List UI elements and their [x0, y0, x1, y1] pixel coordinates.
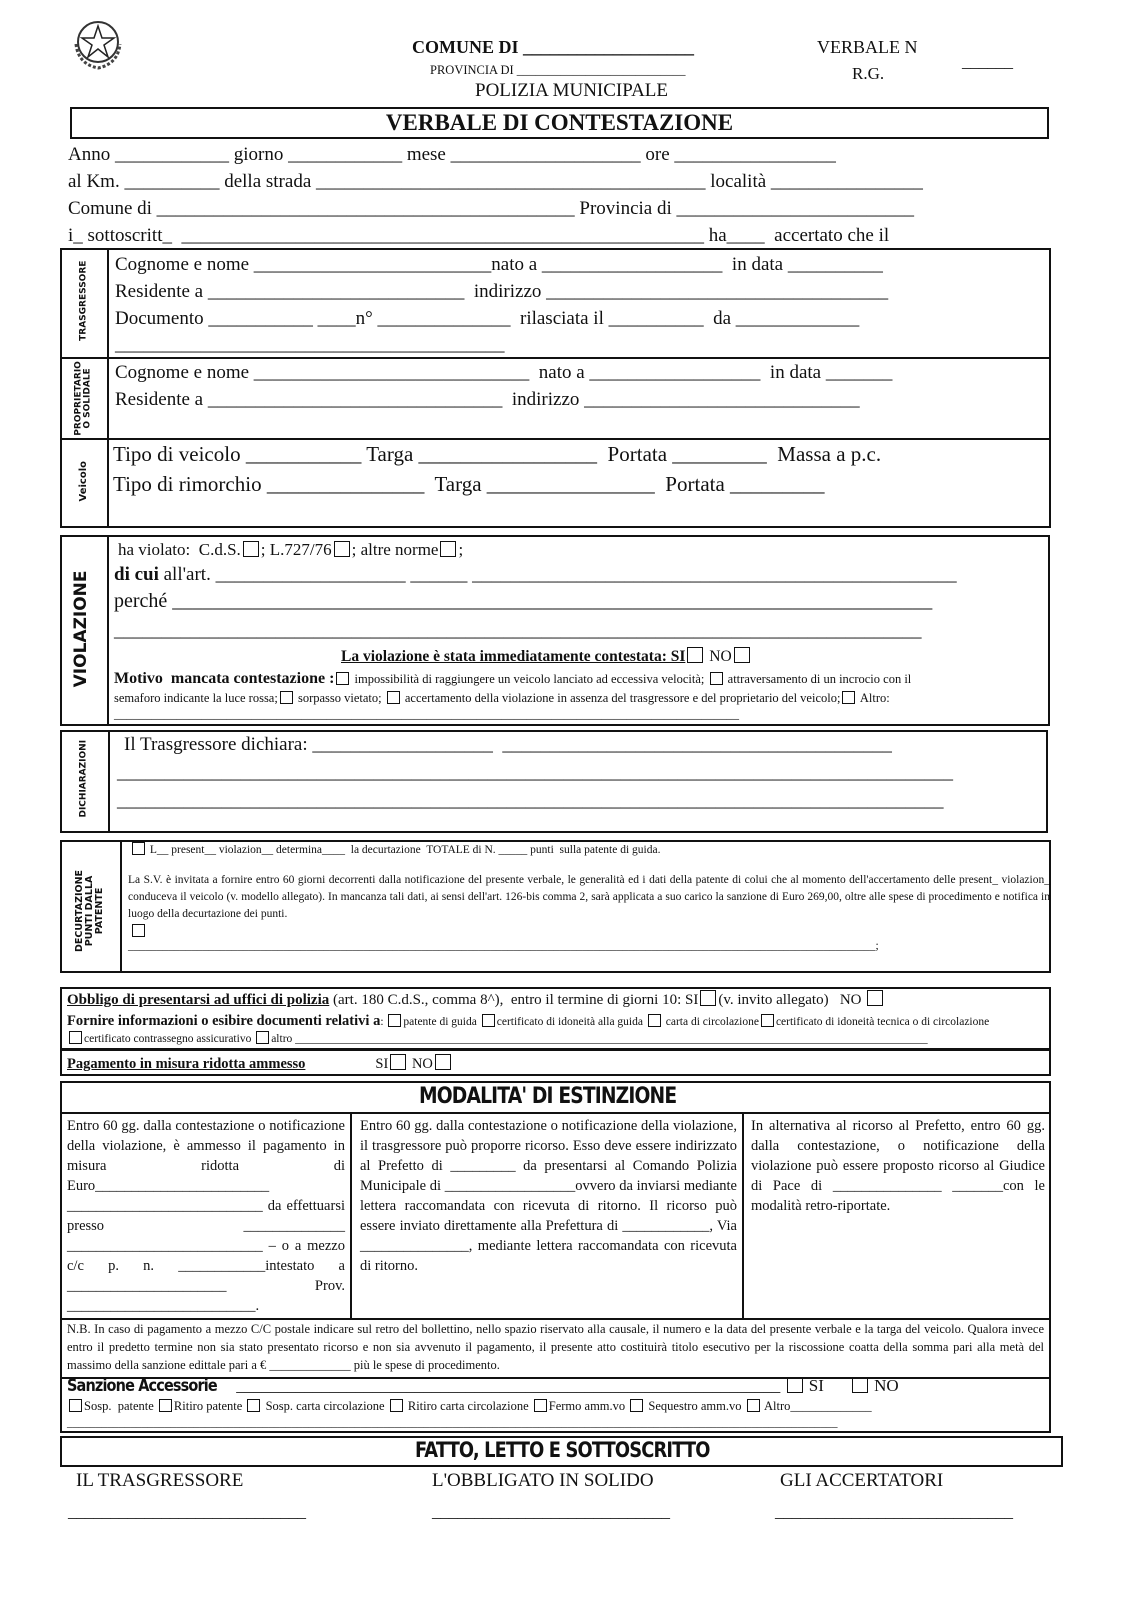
cds-checkbox[interactable] — [243, 541, 259, 557]
intro-line-officers: i_ sottoscritt_ _______________________________________________________ ha____ accertato che il — [68, 225, 890, 246]
altro-label: Altro_____________ — [764, 1399, 872, 1413]
decurtazione-checkbox[interactable] — [132, 842, 145, 855]
motivo-velocita-label: impossibilità di raggiungere un veicolo lanciato ad eccessiva velocità; — [354, 672, 705, 686]
sanzione-title: Sanzione Accessorie — [67, 1376, 217, 1396]
motivo-altro-checkbox[interactable] — [842, 691, 855, 704]
decurtazione-blank-line: __________________________________________________________________________________________________________________________________; — [128, 940, 879, 952]
fornire-label: Fornire informazioni o esibire documenti relativi a — [67, 1013, 381, 1029]
signature-accertatori-label: GLI ACCERTATORI — [780, 1470, 944, 1491]
dichiarazioni-label: DICHIARAZIONI — [78, 739, 89, 818]
obbligo-no-checkbox[interactable] — [867, 990, 883, 1006]
motivo-line-2 — [114, 691, 890, 706]
comune-field: COMUNE DI ___________________ — [412, 37, 694, 57]
veicolo-label: Veicolo — [77, 461, 89, 502]
contestata-no-checkbox[interactable] — [734, 647, 750, 663]
motivo-line-1 — [114, 670, 911, 688]
signature-trasgressore-label: IL TRASGRESSORE — [76, 1470, 244, 1491]
doc-assicurativo-checkbox[interactable] — [69, 1031, 82, 1044]
motivo-assenza-checkbox[interactable] — [387, 691, 400, 704]
decurtazione-alt-checkbox[interactable] — [130, 922, 147, 940]
sequestro-checkbox[interactable] — [630, 1399, 643, 1412]
pagamento-no-checkbox[interactable] — [435, 1054, 451, 1070]
sanzione-si-checkbox[interactable] — [787, 1377, 803, 1393]
motivo-altro-line: ____________________________________________________________________________________________________ — [114, 707, 739, 721]
motivo-label: Motivo mancata contestazione : — [114, 670, 335, 687]
motivo-sorpasso-label: sorpasso vietato; — [297, 691, 382, 705]
decurtazione-paragraph: La S.V. è invitata a fornire entro 60 giorni decorrenti dalla notificazione del presente verbale, le generalità ed i dati della patente di colui che al momento dell'accertamento delle present_ violazion_ conduceva il veicolo (v. modello allegato). In mancanza tali dati, ai sensi dell'art. 126-bis comma 2, sarà applicata a suo carico la sanzione di Euro 269,00, oltre alle spese di procedimento e notifica in luogo della decurtazione dei punti. — [128, 874, 1050, 920]
ritiro-carta-label: Ritiro carta circolazione — [407, 1399, 529, 1413]
contestata-line — [341, 647, 752, 666]
trasgressore-residence-line: Residente a ___________________________ indirizzo ____________________________________ — [115, 281, 889, 302]
intro-line-comune: Comune di ____________________________________________ Provincia di _________________________ — [68, 198, 915, 219]
doc-idoneita-checkbox[interactable] — [482, 1014, 495, 1027]
ricorso-giudice-column: In alternativa al ricorso al Prefetto, entro 60 gg. dalla contestazione, o notificazione della violazione può essere proposto ricorso al Giudice di Pace di _______________ _______con le modalità retro-riportate. — [751, 1118, 1045, 1214]
trasgressore-extra-line: _________________________________________ — [115, 334, 505, 355]
fermo-checkbox[interactable] — [534, 1399, 547, 1412]
ritiro-carta-checkbox[interactable] — [390, 1399, 403, 1412]
provincia-field: PROVINCIA DI ___________________________ — [430, 63, 686, 77]
motivo-velocita-checkbox[interactable] — [336, 672, 349, 685]
proprietario-name-line: Cognome e nome _____________________________ nato a __________________ in data _______ — [115, 362, 893, 383]
dichiarazione-line-1: Il Trasgressore dichiara: ___________________ _________________________________________ — [124, 734, 892, 755]
trasgressore-label: TRASGRESSORE — [78, 260, 89, 341]
pagamento-label: Pagamento in misura ridotta ammesso — [67, 1056, 306, 1072]
perche-line: perché ____________________________________________________________________________ — [114, 590, 933, 612]
motivo-incrocio-checkbox[interactable] — [710, 672, 723, 685]
proprietario-residence-line: Residente a _______________________________ indirizzo _____________________________ — [115, 389, 860, 410]
decurtazione-label: DECURTAZIONE PUNTI DALLA PATENTE — [74, 869, 105, 952]
sosp-carta-checkbox[interactable] — [247, 1399, 260, 1412]
signature-accertatori-line[interactable]: ____________________________ — [775, 1502, 1013, 1521]
ha-violato-line — [118, 540, 463, 560]
sanzione-options — [67, 1399, 872, 1414]
separator: ; — [458, 540, 464, 559]
sanzione-field: ________________________________________________________________ — [232, 1376, 781, 1395]
sanzione-blank-line: ______________________________________________________________________________________________________________________________________ — [67, 1417, 838, 1429]
doc-altro-checkbox[interactable] — [256, 1031, 269, 1044]
doc-tecnica-checkbox[interactable] — [761, 1014, 774, 1027]
pagamento-si-checkbox[interactable] — [390, 1054, 406, 1070]
violazione-blank-line: _____________________________________________________________________________________ — [114, 620, 922, 641]
fornire-line: Fornire informazioni o esibire documenti relativi a: patente di guida certificato di idoneità alla guida carta di circolazione certificato di idoneità tecnica o di circolazione — [67, 1013, 990, 1029]
contestata-no-label: NO — [709, 648, 732, 665]
signature-trasgressore-line[interactable]: ____________________________ — [68, 1502, 306, 1521]
motivo-assenza-label: accertamento della violazione in assenza del trasgressore e del proprietario del veicolo; — [404, 691, 841, 705]
ricorso-prefetto-column: Entro 60 gg. dalla contestazione o notificazione della violazione, il trasgressore può proporre ricorso. Esso deve essere indirizzato al Prefetto di _________ da presentarsi al Comando Polizia Municipale di __________________ovvero da inviarsi mediante lettera raccomandata con ricevuta di ritorno. Il ricorso può essere inviato direttamente alla Prefettura di ____________, Via _______________, mediante lettera raccomandata con ricevuta di ritorno. — [360, 1118, 737, 1274]
articolo-field: all'art. ____________________ ______ ___________________________________________________ — [158, 564, 957, 585]
pagamento-ridotto-column: Entro 60 gg. dalla contestazione o notificazione della violazione, è ammesso il pagamento in misura ridotta di Euro________________________ ___________________________ da effettuarsi presso ______________ ___________________________ – o a mezzo c/c p. n. ____________intestato a ______________________ Prov. __________________________. — [67, 1118, 345, 1314]
signature-obbligato-label: L'OBBLIGATO IN SOLIDO — [432, 1470, 654, 1491]
obbligo-text: (art. 180 C.d.S., comma 8^), entro il termine di giorni 10: SI — [329, 992, 699, 1008]
fatto-letto-title: FATTO, LETTO E SOTTOSCRITTO — [415, 1438, 710, 1462]
sequestro-label: Sequestro amm.vo — [648, 1399, 742, 1413]
motivo-altro-label: Altro: — [859, 691, 890, 705]
doc-carta-label: carta di circolazione — [665, 1016, 759, 1028]
fornire-line-2 — [67, 1031, 1027, 1045]
verbale-number-blank: ______ — [962, 52, 1013, 71]
rimorchio-type-line: Tipo di rimorchio _______________ Targa ________________ Portata _________ — [113, 472, 825, 496]
trasgressore-name-line: Cognome e nome _________________________nato a ___________________ in data __________ — [115, 254, 883, 275]
motivo-sorpasso-checkbox[interactable] — [280, 691, 293, 704]
signature-obbligato-line[interactable]: ____________________________ — [432, 1502, 670, 1521]
doc-patente-label: patente di guida — [403, 1016, 477, 1028]
altre-norme-checkbox[interactable] — [440, 541, 456, 557]
sanzione-si-label: SI — [808, 1376, 824, 1395]
pagamento-no-label: NO — [411, 1056, 433, 1072]
sanzione-line — [67, 1376, 899, 1396]
pagamento-si-label: SI — [375, 1056, 389, 1072]
decurtazione-text: L__ present__ violazion__ determina____ la decurtazione TOTALE di N. _____ punti sulla patente di guida. — [149, 844, 661, 856]
sanzione-no-checkbox[interactable] — [852, 1377, 868, 1393]
sosp-patente-label: Sosp. patente — [84, 1399, 154, 1413]
dichiarazione-line-3: _______________________________________________________________________________________ — [117, 790, 944, 811]
intro-line-date: Anno ____________ giorno ____________ mese ____________________ ore _________________ — [68, 144, 836, 165]
fermo-label: Fermo amm.vo — [548, 1399, 626, 1413]
obbligo-line — [67, 990, 885, 1009]
ritiro-patente-checkbox[interactable] — [159, 1399, 172, 1412]
dichiarazione-line-2: ________________________________________________________________________________________ — [117, 762, 953, 783]
doc-tecnica-label: certificato di idoneità tecnica o di circolazione — [775, 1016, 990, 1028]
doc-altro-label: altro ______________________________________________________________________________________________________________ — [271, 1033, 928, 1045]
modalita-title: MODALITA' DI ESTINZIONE — [419, 1084, 677, 1109]
motivo-incrocio-label: attraversamento di un incrocio con il — [727, 672, 912, 686]
emblem-logo — [70, 14, 126, 74]
violazione-label: VIOLAZIONE — [71, 570, 92, 688]
nota-bene: N.B. In caso di pagamento a mezzo C/C postale indicare sul retro del bollettino, nello spazio riservato alla causale, il numero e la data del presente verbale e la targa del veicolo. Qualora invece entro il predetto termine non sia stato presentato ricorso e non sia avvenuto il pagamento, il presente atto costituirà titolo esecutivo per la riscossione coatta della somma pari alla metà del massimo della sanzione edittale pari a € _____________ più le spese di procedimento. — [67, 1322, 1044, 1372]
doc-idoneita-label: certificato di idoneità alla guida — [496, 1016, 643, 1028]
doc-carta-checkbox[interactable] — [648, 1014, 661, 1027]
contestata-label: La violazione è stata immediatamente contestata: SI — [341, 648, 686, 665]
sosp-carta-label: Sosp. carta circolazione — [265, 1399, 385, 1413]
verbale-number-label: VERBALE N — [817, 37, 918, 57]
proprietario-label: PROPRIETARIO O SOLIDALE — [73, 361, 93, 436]
trasgressore-document-line: Documento ___________ ____n° ______________ rilasciata il __________ da _____________ — [115, 308, 860, 329]
veicolo-type-line: Tipo di veicolo ___________ Targa _________________ Portata _________ Massa a p.c. — [113, 442, 882, 466]
intro-line-location: al Km. __________ della strada _________________________________________ località ________________ — [68, 171, 923, 192]
contestata-si-checkbox[interactable] — [687, 647, 703, 663]
obbligo-no-label: (v. invito allegato) NO — [718, 992, 862, 1008]
obbligo-title: Obbligo di presentarsi ad uffici di polizia — [67, 992, 330, 1008]
pagamento-line — [67, 1054, 453, 1073]
obbligo-si-checkbox[interactable] — [700, 990, 716, 1006]
sosp-patente-checkbox[interactable] — [69, 1399, 82, 1412]
di-cui-label: di cui — [114, 564, 159, 585]
rg-label: R.G. — [852, 64, 885, 83]
ha-violato-label: ha violato: C.d.S. — [118, 540, 241, 559]
motivo-incrocio-label-cont: semaforo indicante la luce rossa; — [114, 691, 278, 705]
articolo-line — [114, 564, 957, 586]
altro-checkbox[interactable] — [747, 1399, 760, 1412]
sanzione-no-label: NO — [874, 1376, 899, 1395]
doc-patente-checkbox[interactable] — [388, 1014, 401, 1027]
legge-label: ; L.727/76 — [260, 540, 332, 559]
altre-norme-label: ; altre norme — [351, 540, 439, 559]
polizia-municipale: POLIZIA MUNICIPALE — [475, 80, 668, 101]
decurtazione-line — [130, 842, 660, 856]
title-box — [70, 107, 1049, 139]
ritiro-patente-label: Ritiro patente — [173, 1399, 243, 1413]
doc-assicurativo-label: certificato contrassegno assicurativo — [84, 1033, 252, 1045]
page-title: VERBALE DI CONTESTAZIONE — [385, 110, 734, 135]
legge-checkbox[interactable] — [334, 541, 350, 557]
